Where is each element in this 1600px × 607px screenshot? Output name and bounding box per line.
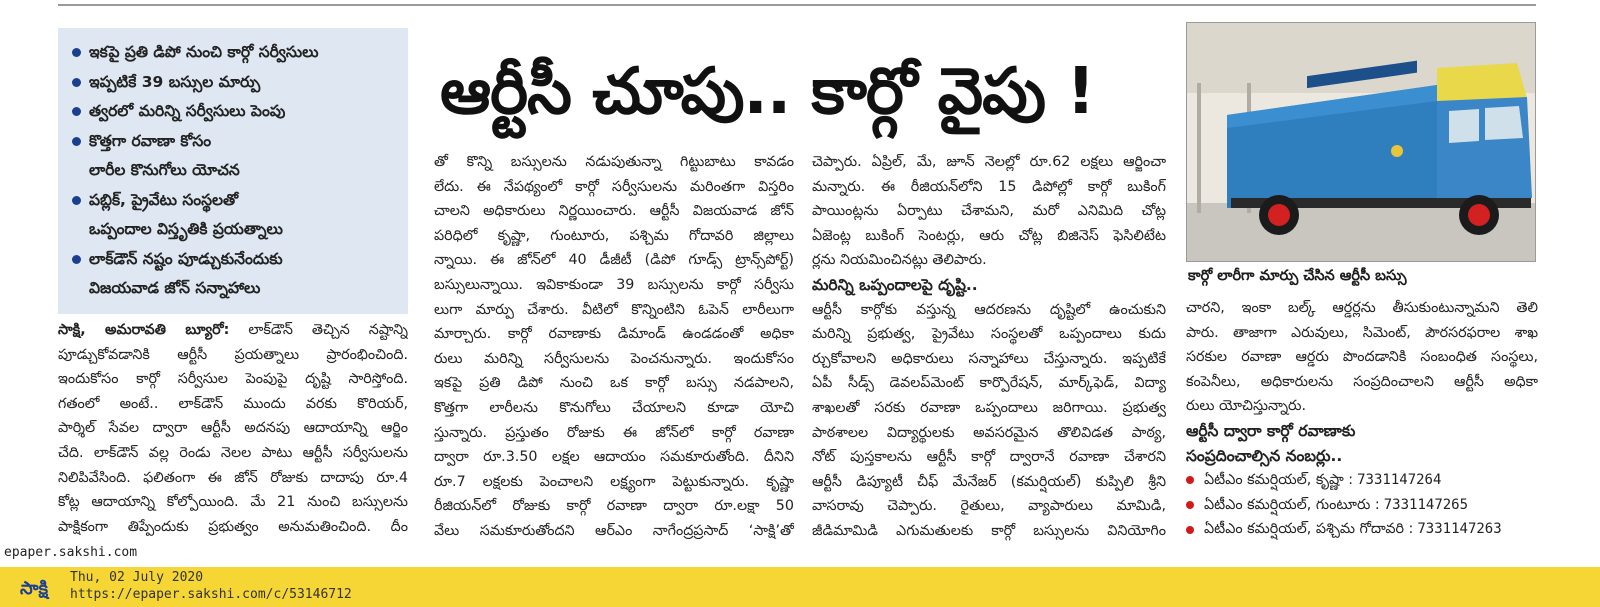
edition-date: Thu, 02 July 2020 (70, 570, 204, 585)
cargo-bus-illustration (1187, 23, 1536, 262)
section-subhead: మరిన్ని ఒప్పందాలపై దృష్టి.. (812, 275, 978, 294)
bullet-icon (72, 255, 81, 264)
contact-item: ఏటీఎం కమర్షియల్, కృష్ణా : 7331147264 (1186, 468, 1538, 493)
phone-number: 7331147263 (1417, 521, 1502, 538)
contact-item: ఏటీఎం కమర్షియల్, గుంటూరు : 7331147265 (1186, 493, 1538, 518)
article-headline: ఆర్టీసీ చూపు.. కార్గో వైపు ! (440, 55, 1095, 129)
bullet-icon (72, 137, 81, 146)
highlight-item: ఇప్పటికే 39 బస్సుల మార్పు (70, 68, 398, 98)
bullet-icon (1186, 526, 1194, 534)
contact-item: ఏటీఎం కమర్షియల్, పశ్చిమ గోదావరి : 7331147263 (1186, 517, 1538, 542)
highlight-item: పబ్లిక్, ప్రైవేటు సంస్థలతో ఒప్పందాల విస్తృతికి ప్రయత్నాలు (70, 186, 398, 245)
sakshi-logo[interactable] (6, 571, 62, 603)
article-column-4: చారని, ఇంకా బల్క్ ఆర్డర్లను తీసుకుంటున్నామని తెలి పారు. తాజాగా ఎరువులు, సిమెంట్, పౌరసరఫరాల శాఖ సరకుల రవాణా ఆర్డరు పొందడానికి సంబంధిత సంస్థలు, కంపెనీలు, అధికారులను సంప్రదించాలని ఆర్టీసీ అధికా రులు యోచిస్తున్నారు. ఆర్టీసీ ద్వారా కార్గో రవాణాకు సంప్రదించాల్సిన నంబర్లు.. ఏటీఎం కమర్షియల్, కృష్ణా : 7331147264 ఏటీఎం కమర్షియల్, గుంటూరు : 7331147265 ఏటీఎం కమర్షియల్, పశ్చిమ గోదావరి : 7331147263 (1186, 296, 1538, 542)
article-photo (1186, 22, 1536, 262)
source-label: epaper.sakshi.com (4, 545, 138, 560)
highlight-item: త్వరలో మరిన్ని సర్వీసులు పెంపు (70, 97, 398, 127)
highlight-item: కొత్తగా రవాణా కోసం లారీల కొనుగోలు యోచన (70, 127, 398, 186)
highlight-item: లాక్‌డౌన్ నష్టం పూడ్చుకునేందుకు విజయవాడ జోన్ సన్నాహాలు (70, 245, 398, 304)
bullet-icon (1186, 501, 1194, 509)
bullet-icon (72, 107, 81, 116)
phone-number: 7331147264 (1357, 472, 1442, 489)
bullet-icon (1186, 476, 1194, 484)
contacts-subhead: సంప్రదించాల్సిన నంబర్లు.. (1186, 446, 1343, 465)
highlight-item: ఇకపై ప్రతి డిపో నుంచి కార్గో సర్వీసులు (70, 38, 398, 68)
svg-text:సాక్షి: సాక్షి (20, 578, 48, 599)
bullet-icon (72, 78, 81, 87)
article-column-2: తో కొన్ని బస్సులను నడుపుతున్నా గిట్టుబాటు కావడం లేదు. ఈ నేపథ్యంలో కార్గో సర్వీసులను మరింతగా విస్తరిం చాలని అధికారులు నిర్ణయించారు. ఆర్టీసీ విజయవాడ జోన్ పరిధిలో కృష్ణా, గుంటూరు, పశ్చిమ గోదావరి జిల్లాలు న్నాయి. ఈ జోన్‌లో 40 డీజీటీ (డిపో గూడ్స్ ట్రాన్స్‌పోర్ట్) బస్సులున్నాయి. ఇవికాకుండా 39 బస్సులను కార్గో సర్వీసు లుగా మార్పు చేశారు. వీటిలో కొన్నింటిని ఓపెన్ లారీలుగా మార్చారు. కార్గో రవాణాకు డిమాండ్ ఉండడంతో అధికా రులు మరిన్ని సర్వీసులను పెంచనున్నారు. ఇందుకోసం ఇకపై ప్రతి డిపో నుంచి ఒక కార్గో బస్సు నడపాలని, కొత్తగా లారీలను కొనుగోలు చేయాలని కూడా యోచి స్తున్నారు. ప్రస్తుతం రోజుకు ఈ జోన్‌లో కార్గో రవాణా ద్వారా రూ.3.50 లక్షల ఆదాయం సమకూరుతోంది. దీనిని రూ.7 లక్షలకు పెంచాలని లక్ష్యంగా పెట్టుకున్నారు. కృష్ణా రీజియన్‌లో రోజుకు కార్గో రవాణా ద్వారా రూ.లక్షా 50 వేలు సమకూరుతోందని ఆర్‌ఎం నాగేంద్రప్రసాద్ ‘సాక్షి’తో (434, 154, 794, 539)
article-column-3: చెప్పారు. ఏప్రిల్, మే, జూన్ నెలల్లో రూ.62 లక్షలు ఆర్జించా మన్నారు. ఈ రీజియన్‌లోని 15 డిపోల్లో కార్గో బుకింగ్ పాయింట్లను ఏర్పాటు చేశామని, మరో ఎనిమిది చోట్ల ఏజెంట్ల బుకింగ్ సెంటర్లు, ఆరు చోట్ల బిజినెస్ ఫెసిలిటేట ర్లను నియమించినట్లు తెలిపారు. మరిన్ని ఒప్పందాలపై దృష్టి.. ఆర్టీసీ కార్గోకు వస్తున్న ఆదరణను దృష్టిలో ఉంచుకుని మరిన్ని ప్రభుత్వ, ప్రైవేటు సంస్థలతో ఒప్పందాలు కుదు ర్చుకోవాలని అధికారులు సన్నాహాలు చేస్తున్నారు. ఇప్పటికే ఏపీ సీడ్స్ డెవలప్‌మెంట్ కార్పొరేషన్, మార్క్‌ఫెడ్, విద్యా శాఖలతో సరకు రవాణా ఒప్పందాలు జరిగాయి. ప్రభుత్వ పాఠశాలల విద్యార్థులకు అవసరమైన తొలివిడత పాఠ్య, నోట్ పుస్తకాలను ఆర్టీసీ కార్గో ద్వారానే రవాణా చేశారని ఆర్టీసీ డిప్యూటీ చీఫ్ మేనేజర్ (కమర్షియల్) కుప్పిలి శ్రీని వాసరావు చెప్పారు. రైతులు, వ్యాపారులు మామిడి, జీడిమామిడి ఎగుమతులకు కార్గో బస్సులను వినియోగిం (812, 154, 1166, 539)
bullet-icon (72, 48, 81, 57)
article-column-1: సాక్షి, అమరావతి బ్యూరో: లాక్‌డౌన్ తెచ్చిన నష్టాన్ని పూడ్చుకోవడానికి ఆర్టీసీ ప్రయత్నాలు ప్రారంభించింది. ఇందుకోసం కార్గో సర్వీసుల పెంపుపై దృష్టి సారిస్తోంది. గతంలో అంటే.. లాక్‌డౌన్ ముందు వరకు కొరియర్, పార్శిల్ సేవల ద్వారా ఆర్టీసీ అదనపు ఆదాయాన్ని ఆర్జిం చేది. లాక్‌డౌన్ వల్ల రెండు నెలల పాటు ఆర్టీసీ సర్వీసులను నిలిపివేసింది. ఫలితంగా ఈ జోన్ రోజుకు దాదాపు రూ.4 కోట్ల ఆదాయాన్ని కోల్పోయింది. మే 21 నుంచి బస్సులను పాక్షికంగా తిప్పేందుకు ప్రభుత్వం అనుమతించింది. దీం (58, 322, 408, 535)
bullet-icon (72, 196, 81, 205)
top-rule (58, 0, 1536, 6)
footer-bar (0, 567, 1600, 607)
dateline: సాక్షి, అమరావతి బ్యూరో: (58, 322, 230, 338)
epaper-link[interactable]: https://epaper.sakshi.com/c/53146712 (70, 587, 352, 602)
highlights-box (58, 28, 408, 314)
phone-number: 7331147265 (1383, 496, 1469, 513)
contacts-subhead: ఆర్టీసీ ద్వారా కార్గో రవాణాకు (1186, 421, 1356, 440)
photo-caption: కార్గో లారీగా మార్పు చేసిన ఆర్టీసీ బస్సు (1188, 268, 1407, 284)
